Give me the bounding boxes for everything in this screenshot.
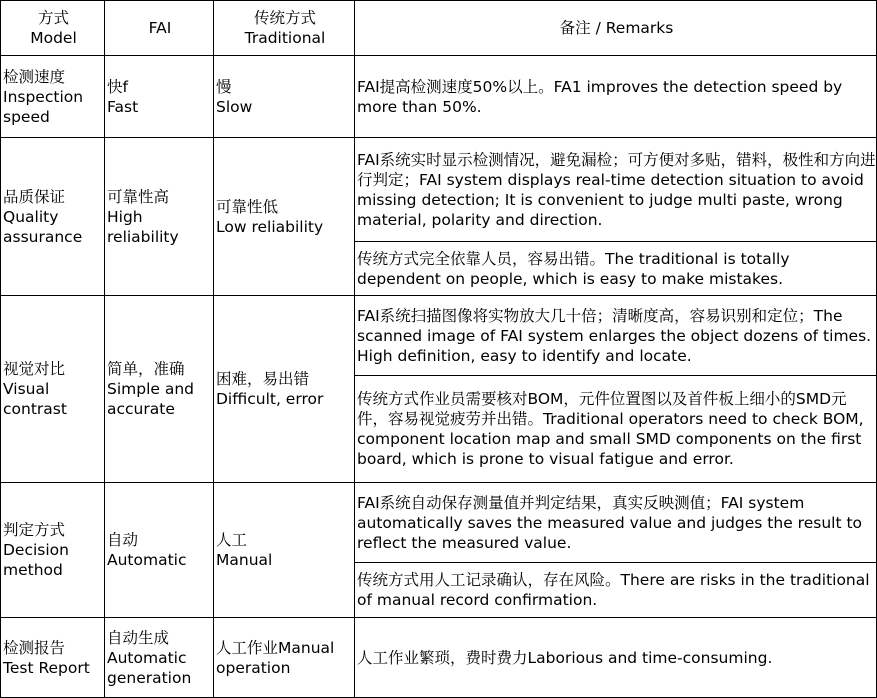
table-row	[1, 56, 877, 138]
traditional-cell: 慢 Slow	[214, 56, 355, 138]
table-row	[1, 138, 877, 242]
header-model: 方式 Model	[1, 1, 105, 56]
remarks-cell: 人工作业繁琐，费时费力Laborious and time-consuming.	[355, 618, 877, 698]
traditional-cell: 可靠性低 Low reliability	[214, 138, 355, 296]
remarks-cell: 传统方式作业员需要核对BOM，元件位置图以及首件板上细小的SMD元件，容易视觉疲劳并出错。Traditional operators need to check BOM, component location map and small SMD components on the first board, which is prone to visual fatigue and error.	[355, 376, 877, 483]
header-row	[1, 1, 877, 56]
table-row	[1, 296, 877, 376]
traditional-cell: 人工作业Manual operation	[214, 618, 355, 698]
model-cell: 视觉对比 Visual contrast	[1, 296, 105, 483]
fai-cell: 简单，准确 Simple and accurate	[105, 296, 214, 483]
header-remarks: 备注 / Remarks	[355, 1, 877, 56]
remarks-cell: FAI系统扫描图像将实物放大几十倍；清晰度高，容易识别和定位；The scanned image of FAI system enlarges the object dozens of times. High definition, easy to identify and locate.	[355, 296, 877, 376]
traditional-cell: 人工 Manual	[214, 483, 355, 618]
remarks-cell: FAI提高检测速度50%以上。FA1 improves the detection speed by more than 50%.	[355, 56, 877, 138]
fai-cell: 快f Fast	[105, 56, 214, 138]
model-cell: 品质保证 Quality assurance	[1, 138, 105, 296]
model-cell: 检测报告 Test Report	[1, 618, 105, 698]
fai-cell: 可靠性高 High reliability	[105, 138, 214, 296]
remarks-cell: 传统方式完全依靠人员，容易出错。The traditional is totally dependent on people, which is easy to make mistakes.	[355, 242, 877, 296]
model-cell: 判定方式 Decision method	[1, 483, 105, 618]
model-cell: 检测速度 Inspection speed	[1, 56, 105, 138]
header-traditional: 传统方式 Traditional	[214, 1, 355, 56]
remarks-cell: FAI系统实时显示检测情况，避免漏检；可方便对多贴，错料，极性和方向进行判定；FAI system displays real-time detection situation to avoid missing detection; It is convenient to judge multi paste, wrong material, polarity and direction.	[355, 138, 877, 242]
traditional-cell: 困难，易出错 Difficult, error	[214, 296, 355, 483]
header-fai: FAI	[105, 1, 214, 56]
remarks-cell: 传统方式用人工记录确认，存在风险。There are risks in the traditional of manual record confirmation.	[355, 563, 877, 618]
fai-cell: 自动 Automatic	[105, 483, 214, 618]
remarks-cell: FAI系统自动保存测量值并判定结果，真实反映测值；FAI system automatically saves the measured value and judges the result to reflect the measured value.	[355, 483, 877, 563]
table-row	[1, 483, 877, 563]
table-row	[1, 618, 877, 698]
fai-cell: 自动生成 Automatic generation	[105, 618, 214, 698]
